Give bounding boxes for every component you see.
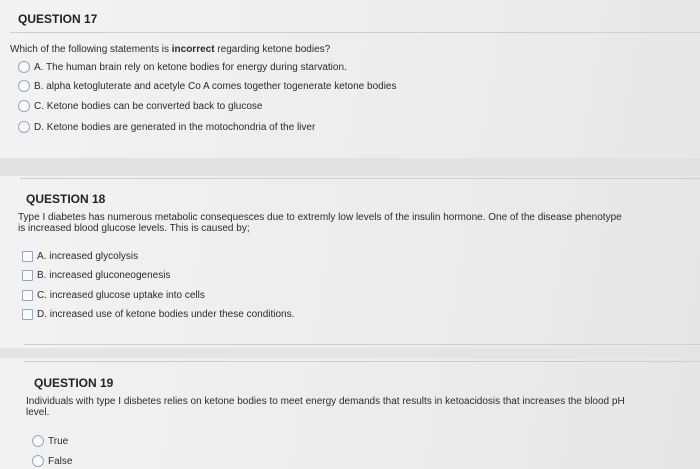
radio-button[interactable]	[32, 455, 44, 467]
option-label: D. Ketone bodies are generated in the motochondria of the liver	[34, 121, 316, 133]
divider	[10, 32, 700, 33]
q17-option-a[interactable]	[18, 61, 347, 73]
stem-line: level.	[26, 407, 50, 418]
q17-option-d[interactable]	[18, 121, 315, 133]
radio-button[interactable]	[18, 61, 30, 73]
radio-button[interactable]	[18, 80, 30, 92]
question-separator	[0, 158, 700, 176]
question-18-heading: QUESTION 18	[26, 192, 106, 206]
q19-option-true[interactable]	[32, 435, 68, 447]
question-separator	[0, 348, 700, 358]
divider	[20, 178, 700, 179]
q17-option-c[interactable]	[18, 100, 262, 112]
stem-line: Individuals with type I disbetes relies on ketone bodies to meet energy demands that results in ketoacidosis that increases the blood pH	[26, 396, 625, 407]
checkbox[interactable]	[22, 251, 33, 262]
checkbox[interactable]	[22, 309, 33, 320]
checkbox[interactable]	[22, 290, 33, 301]
option-label: False	[48, 455, 73, 467]
question-17-heading: QUESTION 17	[18, 12, 98, 26]
option-label: D. increased use of ketone bodies under these conditions.	[37, 309, 295, 320]
option-label: A. The human brain rely on ketone bodies for energy during starvation.	[34, 61, 347, 73]
checkbox[interactable]	[22, 270, 33, 281]
divider	[24, 361, 700, 362]
option-label: B. alpha ketogluterate and acetyle Co A comes together togenerate ketone bodies	[34, 80, 397, 92]
question-19-stem	[26, 396, 691, 418]
radio-button[interactable]	[18, 121, 30, 133]
question-17-stem	[10, 44, 330, 55]
option-label: True	[48, 435, 69, 447]
option-label: B. increased gluconeogenesis	[37, 270, 171, 281]
q18-option-b[interactable]	[22, 270, 170, 281]
q17-option-b[interactable]	[18, 80, 396, 92]
option-label: A. increased glycolysis	[37, 251, 139, 262]
option-label: C. increased glucose uptake into cells	[37, 290, 205, 301]
stem-line: Type I diabetes has numerous metabolic consequesces due to extremly low levels of the insulin hormone. One of the disease phenotype	[18, 212, 622, 223]
q19-option-false[interactable]	[32, 455, 72, 467]
divider	[24, 344, 700, 345]
radio-button[interactable]	[32, 435, 44, 447]
stem-text-end: regarding ketone bodies?	[214, 44, 331, 55]
stem-text: Which of the following statements is	[10, 44, 172, 55]
question-18-stem	[18, 212, 688, 234]
q18-option-a[interactable]	[22, 251, 138, 262]
question-19-heading: QUESTION 19	[34, 376, 114, 390]
stem-emphasis: incorrect	[171, 44, 215, 55]
option-label: C. Ketone bodies can be converted back to glucose	[34, 100, 263, 112]
stem-line: is increased blood glucose levels. This is caused by;	[18, 223, 250, 234]
q18-option-d[interactable]	[22, 309, 294, 320]
q18-option-c[interactable]	[22, 290, 205, 301]
radio-button[interactable]	[18, 100, 30, 112]
